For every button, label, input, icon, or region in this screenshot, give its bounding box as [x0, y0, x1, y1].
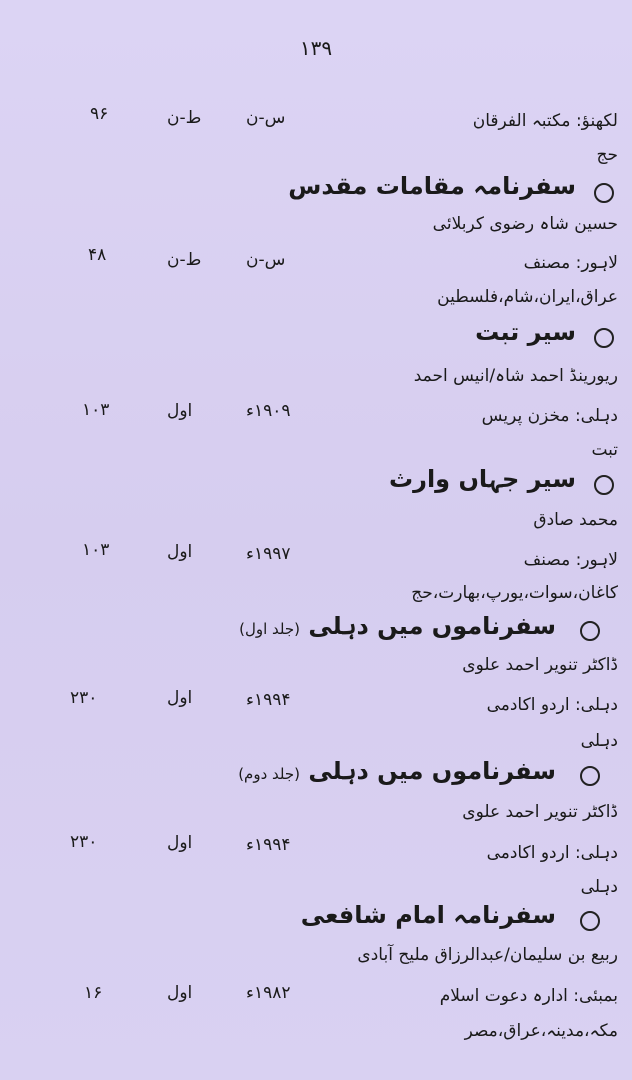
- publisher-line: لاہور: مصنف: [523, 550, 618, 570]
- subject-line: کاغان،سوات،یورپ،بھارت،حج: [411, 583, 618, 603]
- page-number: ۱۳۹: [299, 36, 333, 60]
- year: ۱۹۸۲ء: [246, 983, 291, 1003]
- subject-line: تبت: [591, 440, 618, 460]
- edition: اول: [167, 983, 193, 1003]
- page-count: ۱۶: [84, 983, 103, 1003]
- page-count: ۱۰۳: [82, 540, 110, 560]
- author-line: ربیع بن سلیمان/عبدالرزاق ملیح آبادی: [357, 945, 618, 965]
- year: س-ن: [246, 250, 286, 270]
- edition: اول: [167, 401, 193, 421]
- bullet-circle-icon: [594, 183, 614, 203]
- entry-title: سفرنامہ مقامات مقدس: [288, 172, 576, 200]
- entry-title: سفرنامہ امام شافعی: [300, 901, 556, 929]
- subject-line: حج: [596, 145, 618, 165]
- edition: اول: [167, 688, 193, 708]
- bullet-circle-icon: [594, 328, 614, 348]
- year: ۱۹۹۷ء: [246, 544, 291, 564]
- year: س-ن: [246, 108, 286, 128]
- publisher-line: دہلی: اردو اکادمی: [486, 843, 618, 863]
- entry-title: [238, 757, 556, 785]
- page-count: ۱۰۳: [82, 400, 110, 420]
- year: ۱۹۰۹ء: [246, 401, 291, 421]
- publisher-line: لاہور: مصنف: [523, 253, 618, 273]
- page-count: ۹۶: [90, 104, 109, 124]
- entry-title-text: سفرناموں میں دہلی: [308, 612, 556, 640]
- page-count: ۲۳۰: [70, 688, 98, 708]
- year: ۱۹۹۴ء: [246, 835, 291, 855]
- page-count: ۴۸: [88, 245, 107, 265]
- author-line: ڈاکٹر تنویر احمد علوی: [462, 802, 618, 822]
- author-line: حسین شاہ رضوی کربلائی: [432, 214, 618, 234]
- entry-title: [239, 612, 556, 640]
- volume-label: (جلد اول): [239, 620, 300, 638]
- publisher-line: دہلی: اردو اکادمی: [486, 695, 618, 715]
- year: ۱۹۹۴ء: [246, 690, 291, 710]
- edition: اول: [167, 542, 193, 562]
- publisher-line: دہلی: مخزن پریس: [481, 406, 618, 426]
- bullet-circle-icon: [580, 621, 600, 641]
- subject-line: دہلی: [580, 877, 618, 897]
- bullet-circle-icon: [580, 911, 600, 931]
- edition: اول: [167, 833, 193, 853]
- subject-line: مکہ،مدینہ،عراق،مصر: [464, 1021, 618, 1041]
- publisher-line: لکھنؤ: مکتبہ الفرقان: [472, 111, 618, 131]
- subject-line: دہلی: [580, 731, 618, 751]
- author-line: محمد صادق: [533, 510, 618, 530]
- edition: ط-ن: [167, 108, 202, 128]
- author-line: ڈاکٹر تنویر احمد علوی: [462, 655, 618, 675]
- volume-label: (جلد دوم): [238, 765, 300, 783]
- entry-title-text: سفرناموں میں دہلی: [308, 757, 556, 785]
- entry-title: سیر جہاں وارث: [389, 465, 576, 493]
- page-count: ۲۳۰: [70, 832, 98, 852]
- subject-line: عراق،ایران،شام،فلسطین: [437, 287, 618, 307]
- bullet-circle-icon: [594, 475, 614, 495]
- bullet-circle-icon: [580, 766, 600, 786]
- publisher-line: بمبئی: ادارہ دعوت اسلام: [439, 986, 618, 1006]
- author-line: ریورینڈ احمد شاہ/انیس احمد: [413, 366, 618, 386]
- edition: ط-ن: [167, 250, 202, 270]
- entry-title: سیر تبت: [475, 318, 576, 346]
